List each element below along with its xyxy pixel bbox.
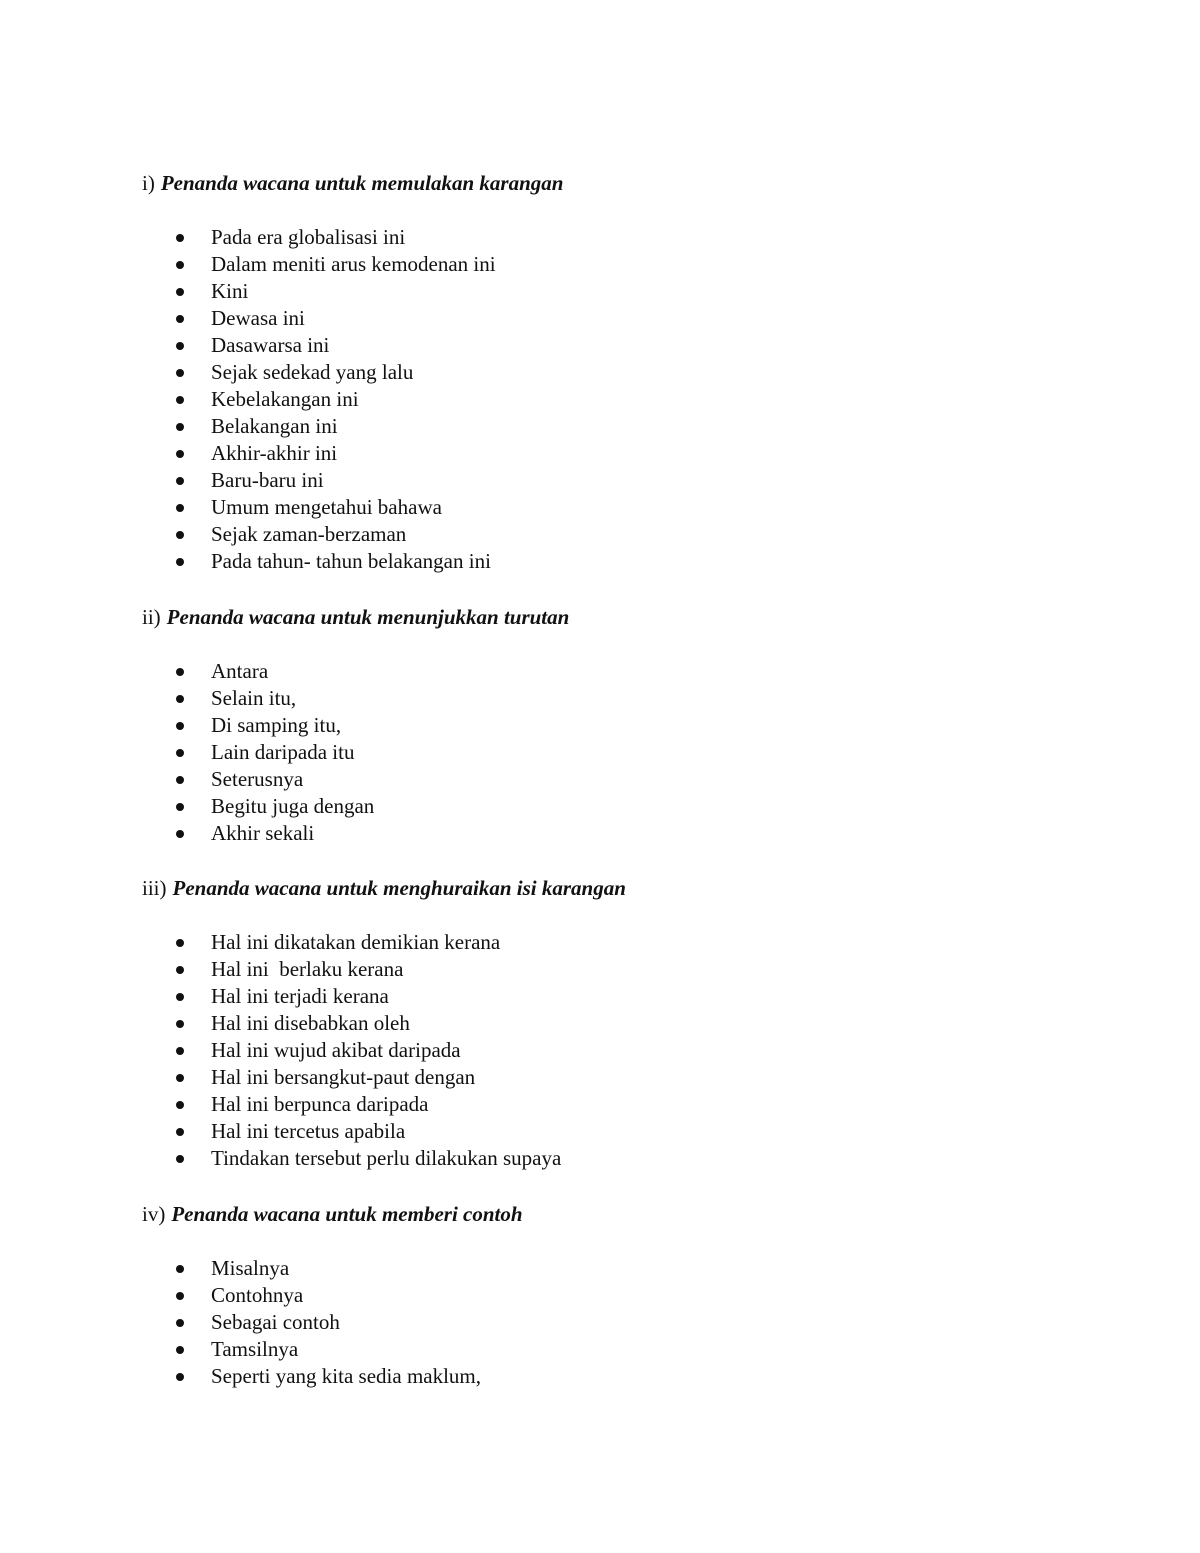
bullet-icon [176, 1020, 184, 1028]
list-item-text: Sejak sedekad yang lalu [211, 360, 414, 384]
list-item [142, 332, 1102, 359]
section-menghuraikan-isi [142, 874, 1102, 1172]
section-title: Penanda wacana untuk memberi contoh [171, 1202, 523, 1226]
list-item-text: Hal ini berpunca daripada [211, 1092, 429, 1116]
list-item-text: Misalnya [211, 1256, 290, 1280]
list-item-text: Hal ini disebabkan oleh [211, 1011, 410, 1035]
list-item-text: Hal ini terjadi kerana [211, 984, 389, 1008]
list-item [142, 359, 1102, 386]
list-item-text: Hal ini berlaku kerana [211, 957, 404, 981]
list-item-text: Kebelakangan ini [211, 387, 359, 411]
list-item-text: Akhir sekali [211, 821, 315, 845]
bullet-icon [176, 504, 184, 512]
list-item [142, 658, 1102, 685]
bullet-list [142, 929, 1102, 1172]
bullet-icon [176, 396, 184, 404]
bullet-icon [176, 369, 184, 377]
bullet-icon [176, 1074, 184, 1082]
list-item [142, 1255, 1102, 1282]
list-item [142, 440, 1102, 467]
list-item [142, 224, 1102, 251]
list-item-text: Antara [211, 659, 269, 683]
list-item [142, 1282, 1102, 1309]
list-item-text: Dewasa ini [211, 306, 305, 330]
list-item-text: Seperti yang kita sedia maklum, [211, 1364, 482, 1388]
section-memberi-contoh [142, 1200, 1102, 1390]
list-item-text: Tamsilnya [211, 1337, 299, 1361]
bullet-icon [176, 1155, 184, 1163]
list-item-text: Lain daripada itu [211, 740, 355, 764]
bullet-icon [176, 450, 184, 458]
bullet-icon [176, 1292, 184, 1300]
list-item [142, 467, 1102, 494]
list-item [142, 1363, 1102, 1390]
bullet-icon [176, 261, 184, 269]
section-heading [142, 1200, 1102, 1228]
list-item [142, 712, 1102, 739]
list-item [142, 820, 1102, 847]
bullet-icon [176, 749, 184, 757]
bullet-icon [176, 423, 184, 431]
list-item-text: Hal ini bersangkut-paut dengan [211, 1065, 476, 1089]
list-item [142, 494, 1102, 521]
bullet-list [142, 1255, 1102, 1390]
list-item [142, 521, 1102, 548]
list-item [142, 278, 1102, 305]
section-title: Penanda wacana untuk menunjukkan turutan [166, 605, 570, 629]
bullet-icon [176, 342, 184, 350]
list-item [142, 386, 1102, 413]
list-item [142, 413, 1102, 440]
list-item [142, 1145, 1102, 1172]
list-item [142, 766, 1102, 793]
bullet-icon [176, 1373, 184, 1381]
list-item-text: Belakangan ini [211, 414, 338, 438]
bullet-icon [176, 695, 184, 703]
section-heading [142, 603, 1102, 631]
list-item [142, 305, 1102, 332]
section-number: i) [142, 171, 155, 195]
list-item-text: Hal ini tercetus apabila [211, 1119, 406, 1143]
bullet-list [142, 658, 1102, 847]
bullet-icon [176, 1047, 184, 1055]
list-item [142, 1309, 1102, 1336]
list-item [142, 956, 1102, 983]
section-number: ii) [142, 605, 161, 629]
list-item-text: Selain itu, [211, 686, 297, 710]
list-item-text: Hal ini wujud akibat daripada [211, 1038, 461, 1062]
list-item-text: Contohnya [211, 1283, 304, 1307]
list-item [142, 685, 1102, 712]
list-item-text: Baru-baru ini [211, 468, 324, 492]
bullet-icon [176, 1319, 184, 1327]
bullet-icon [176, 234, 184, 242]
bullet-icon [176, 830, 184, 838]
list-item [142, 1118, 1102, 1145]
bullet-icon [176, 668, 184, 676]
bullet-list [142, 224, 1102, 575]
list-item-text: Akhir-akhir ini [211, 441, 338, 465]
list-item-text: Dasawarsa ini [211, 333, 330, 357]
list-item-text: Kini [211, 279, 249, 303]
list-item-text: Umum mengetahui bahawa [211, 495, 442, 519]
bullet-icon [176, 1265, 184, 1273]
section-heading [142, 169, 1102, 197]
bullet-icon [176, 288, 184, 296]
list-item-text: Hal ini dikatakan demikian kerana [211, 930, 501, 954]
list-item-text: Seterusnya [211, 767, 304, 791]
bullet-icon [176, 315, 184, 323]
list-item-text: Sejak zaman-berzaman [211, 522, 407, 546]
section-menunjukkan-turutan [142, 603, 1102, 847]
list-item [142, 1037, 1102, 1064]
section-memulakan-karangan [142, 169, 1102, 575]
list-item [142, 251, 1102, 278]
bullet-icon [176, 1101, 184, 1109]
list-item [142, 548, 1102, 575]
list-item-text: Di samping itu, [211, 713, 342, 737]
bullet-icon [176, 1128, 184, 1136]
list-item [142, 739, 1102, 766]
bullet-icon [176, 722, 184, 730]
list-item-text: Dalam meniti arus kemodenan ini [211, 252, 496, 276]
bullet-icon [176, 966, 184, 974]
section-number: iii) [142, 876, 167, 900]
list-item [142, 1064, 1102, 1091]
list-item-text: Begitu juga dengan [211, 794, 375, 818]
section-title: Penanda wacana untuk memulakan karangan [160, 171, 564, 195]
list-item [142, 1091, 1102, 1118]
list-item [142, 1336, 1102, 1363]
bullet-icon [176, 776, 184, 784]
section-title: Penanda wacana untuk menghuraikan isi karangan [172, 876, 626, 900]
bullet-icon [176, 803, 184, 811]
bullet-icon [176, 531, 184, 539]
list-item [142, 983, 1102, 1010]
list-item-text: Pada tahun- tahun belakangan ini [211, 549, 491, 573]
list-item-text: Sebagai contoh [211, 1310, 340, 1334]
list-item [142, 793, 1102, 820]
list-item-text: Tindakan tersebut perlu dilakukan supaya [211, 1146, 562, 1170]
list-item [142, 929, 1102, 956]
bullet-icon [176, 477, 184, 485]
section-heading [142, 874, 1102, 902]
bullet-icon [176, 993, 184, 1001]
bullet-icon [176, 558, 184, 566]
bullet-icon [176, 1346, 184, 1354]
list-item [142, 1010, 1102, 1037]
bullet-icon [176, 939, 184, 947]
section-number: iv) [142, 1202, 166, 1226]
list-item-text: Pada era globalisasi ini [211, 225, 406, 249]
